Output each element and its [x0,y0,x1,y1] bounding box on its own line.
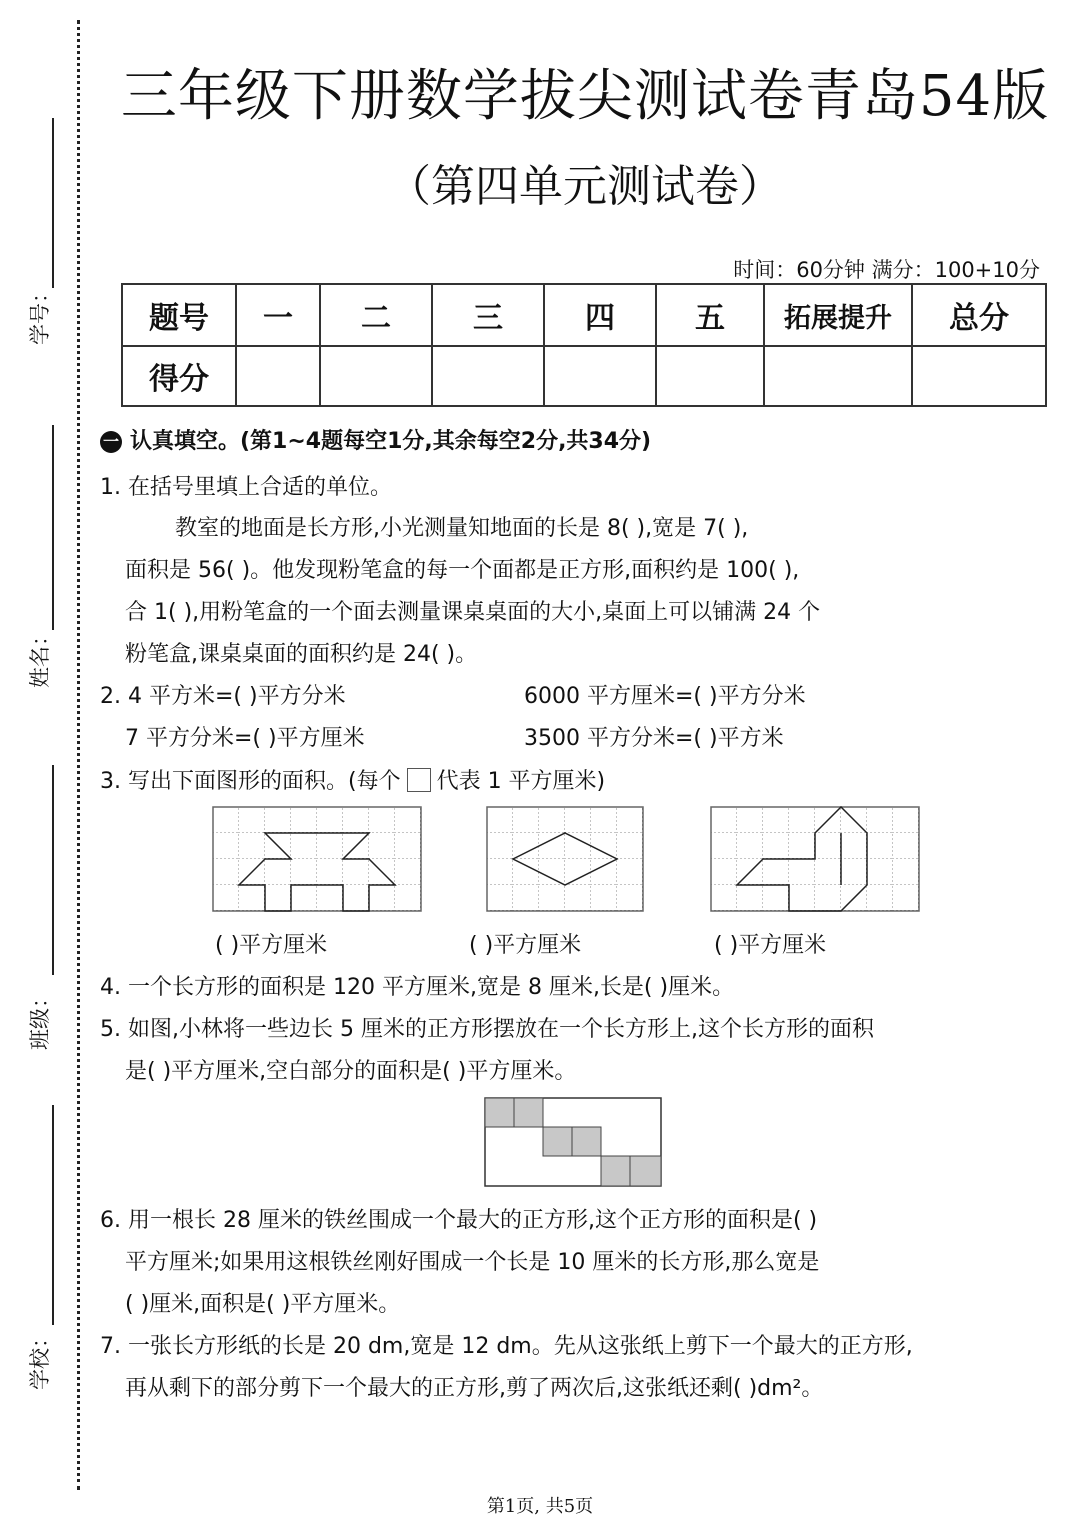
binding-dotted-line [77,20,80,1490]
question-1-line: 合 1( ),用粉笔盒的一个面去测量课桌桌面的大小,桌面上可以铺满 24 个 [125,600,821,625]
figure-b-grid [486,806,644,912]
question-7-line: 再从剩下的部分剪下一个最大的正方形,剪了两次后,这张纸还剩( )dm²。 [125,1376,824,1401]
section-heading [100,424,651,455]
question-6-line: 平方厘米;如果用这根铁丝刚好围成一个长是 10 厘米的长方形,那么宽是 [125,1250,820,1275]
figure-c-answer[interactable]: ( )平方厘米 [714,933,827,958]
score-header-cell: 总分 [912,284,1046,346]
score-cell[interactable] [656,346,764,406]
question-1-line: 面积是 56( )。他发现粉笔盒的每一个面都是正方形,面积约是 100( ), [125,558,800,583]
figure-a-grid [212,806,422,912]
question-7-line: 7. 一张长方形纸的长是 20 dm,宽是 12 dm。先从这张纸上剪下一个最大的正方形, [100,1334,913,1359]
figure-c-grid [710,806,920,912]
section-title: 认真填空。(第1~4题每空1分,其余每空2分,共34分) [130,429,652,454]
class-label: 班级： [28,987,52,1050]
question-6-line: ( )厘米,面积是( )平方厘米。 [125,1292,401,1317]
student-id-label: 学号： [28,282,52,345]
exam-meta: 时间：60分钟 满分：100+10分 [733,258,1040,282]
page-title: 三年级下册数学拔尖测试卷青岛54版 [120,64,1050,129]
score-cell[interactable] [236,346,320,406]
score-table [121,283,1047,407]
school-line[interactable] [52,1105,54,1325]
score-header-cell: 三 [432,284,544,346]
unit-square-icon [407,768,431,792]
question-2a: 2. 4 平方米=( )平方分米 [100,684,346,709]
question-5-line: 5. 如图,小林将一些边长 5 厘米的正方形摆放在一个长方形上,这个长方形的面积 [100,1017,874,1042]
score-header-cell: 五 [656,284,764,346]
section-number-badge: 一 [100,431,122,453]
question-1-stem: 1. 在括号里填上合适的单位。 [100,475,392,500]
question-3-stem-b: 代表 1 平方厘米) [436,769,606,794]
name-label: 姓名： [28,625,52,688]
student-id-line[interactable] [52,118,54,288]
question-2d: 3500 平方分米=( )平方米 [524,726,784,751]
question-3-stem-a: 3. 写出下面图形的面积。(每个 [100,769,401,794]
score-cell[interactable] [912,346,1046,406]
page-subtitle: （第四单元测试卷） [387,161,783,212]
question-6-line: 6. 用一根长 28 厘米的铁丝围成一个最大的正方形,这个正方形的面积是( ) [100,1208,818,1233]
question-5-line: 是( )平方厘米,空白部分的面积是( )平方厘米。 [125,1059,577,1084]
question-1-line: 粉笔盒,课桌桌面的面积约是 24( )。 [125,642,478,667]
question-2c: 7 平方分米=( )平方厘米 [125,726,365,751]
score-cell[interactable] [320,346,432,406]
school-label: 学校： [28,1327,52,1390]
figure-b-answer[interactable]: ( )平方厘米 [469,933,582,958]
score-header-cell: 一 [236,284,320,346]
score-header-cell: 四 [544,284,656,346]
score-header-cell: 拓展提升 [764,284,912,346]
score-header-cell: 题号 [122,284,236,346]
score-cell[interactable] [544,346,656,406]
score-header-cell: 二 [320,284,432,346]
figure-a-answer[interactable]: ( )平方厘米 [215,933,328,958]
score-row-label: 得分 [122,346,236,406]
score-cell[interactable] [764,346,912,406]
score-cell[interactable] [432,346,544,406]
name-line[interactable] [52,425,54,630]
question-2b: 6000 平方厘米=( )平方分米 [524,684,806,709]
question-3-stem [100,764,605,795]
figure-5-rectangle [484,1097,662,1187]
question-4: 4. 一个长方形的面积是 120 平方厘米,宽是 8 厘米,长是( )厘米。 [100,975,735,1000]
class-line[interactable] [52,765,54,975]
question-1-line: 教室的地面是长方形,小光测量知地面的长是 8( ),宽是 7( ), [175,516,749,541]
page-footer: 第1页, 共5页 [486,1496,594,1517]
